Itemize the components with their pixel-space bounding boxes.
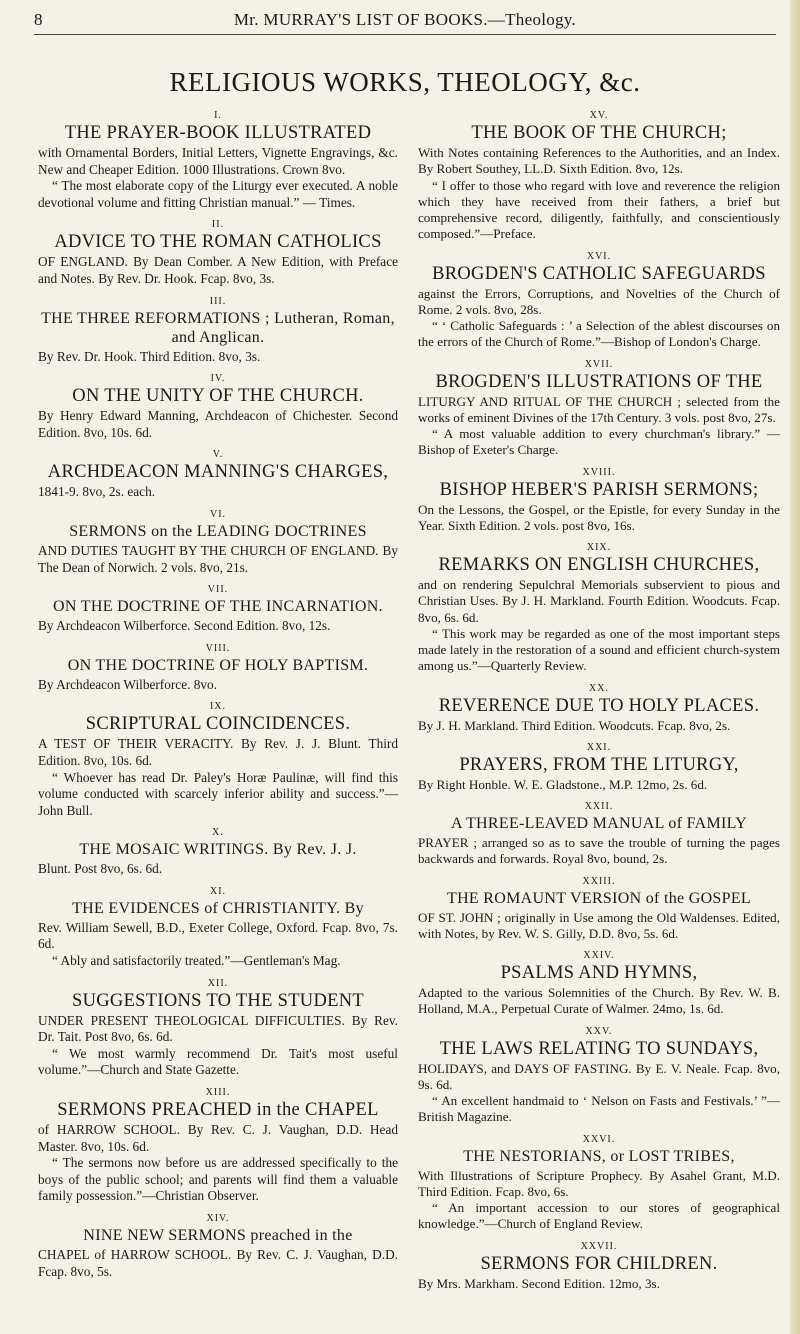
entry-number: XIX. — [586, 542, 612, 553]
entry-body: By J. H. Markland. Third Edition. Woodcuts. Fcap. 8vo, 2s. — [418, 717, 731, 733]
entry-title: REMARKS ON ENGLISH CHURCHES, — [438, 555, 760, 575]
entry-body: OF ENGLAND. By Dean Comber. A New Edition, with Preface and Notes. By Rev. Dr. Hook. Fcap. 8vo, 3s. — [38, 254, 398, 286]
entry-body: and on rendering Sepulchral Memorials subservient to pious and Christian Uses. By J. H. Markland. Fourth Edition. Woodcuts. Fcap. 8vo, 6s. 6d. — [418, 577, 780, 625]
entry-number: VIII. — [205, 642, 231, 654]
book-entry — [418, 359, 780, 459]
book-entry — [38, 978, 398, 1079]
book-entry — [38, 1213, 398, 1280]
entry-review-quote: “ An excellent handmaid to ‘ Nelson on Fasts and Festivals.’ ”—British Magazine. — [418, 1093, 780, 1125]
book-entry — [418, 742, 780, 793]
entry-title: THE ROMAUNT VERSION of the GOSPEL — [447, 889, 751, 907]
entry-body: By Right Honble. W. E. Gladstone., M.P. 12mo, 2s. 6d. — [418, 776, 708, 792]
entry-number: XXI. — [586, 741, 612, 753]
entry-review-quote: “ A most valuable addition to every churchman's library.” —Bishop of Exeter's Charge. — [418, 426, 780, 458]
entry-number: VI. — [209, 508, 227, 520]
book-entry — [418, 876, 780, 943]
entry-number: XIV. — [206, 1213, 230, 1224]
book-entry — [418, 683, 780, 734]
running-head — [34, 4, 776, 35]
entry-title: SERMONS PREACHED in the CHAPEL — [57, 1100, 379, 1121]
entry-number: XXV. — [585, 1025, 613, 1037]
entry-body: of HARROW SCHOOL. By Rev. C. J. Vaughan, D.D. Head Master. 8vo, 10s. 6d. — [38, 1122, 398, 1154]
book-entry — [418, 801, 780, 868]
book-entry — [38, 584, 398, 635]
entry-body: Rev. William Sewell, B.D., Exeter College, Oxford. Fcap. 8vo, 7s. 6d. — [38, 919, 398, 952]
entry-title: SERMONS FOR CHILDREN. — [480, 1253, 718, 1274]
entry-title: SUGGESTIONS TO THE STUDENT — [72, 990, 364, 1011]
entry-number: V. — [212, 449, 224, 461]
page-title: RELIGIOUS WORKS, THEOLOGY, &c. — [169, 67, 641, 97]
entry-number: XIII. — [205, 1087, 231, 1099]
book-entry — [418, 950, 780, 1018]
entry-number: IV. — [210, 373, 226, 385]
entry-title: THE BOOK OF THE CHURCH; — [471, 123, 727, 143]
entry-title: THE THREE REFORMATIONS ; Lutheran, Roman, and Anglican. — [41, 309, 395, 346]
entry-number: XI. — [209, 885, 227, 897]
entry-title: ARCHDEACON MANNING'S CHARGES, — [47, 462, 389, 483]
entry-number: IX. — [209, 701, 227, 713]
entry-number: XXII. — [584, 801, 614, 812]
right-column — [418, 110, 780, 1300]
book-entry — [38, 110, 398, 211]
entry-title: SCRIPTURAL COINCIDENCES. — [85, 714, 351, 735]
entry-body: With Illustrations of Scripture Prophecy. By Asahel Grant, M.D. Third Edition. Fcap. 8vo, 6s. — [418, 1167, 780, 1199]
entry-body: On the Lessons, the Gospel, or the Epistle, for every Sunday in the Year. Sixth Edition. 2 vols. post 8vo, 16s. — [418, 501, 780, 533]
entry-title: SERMONS on the LEADING DOCTRINES — [69, 522, 367, 540]
left-column — [38, 110, 398, 1288]
entry-body: 1841-9. 8vo, 2s. each. — [38, 484, 156, 500]
entry-body: Adapted to the various Solemnities of the Church. By Rev. W. B. Holland, M.A., Perpetual Curate of Walmer. 24mo, 1s. 6d. — [418, 985, 780, 1017]
entry-number: XVII. — [584, 358, 614, 370]
entry-body: CHAPEL of HARROW SCHOOL. By Rev. C. J. Vaughan, D.D. Fcap. 8vo, 5s. — [38, 1247, 398, 1279]
entry-number: XXVII. — [580, 1240, 618, 1252]
entry-body: By Henry Edward Manning, Archdeacon of Chichester. Second Edition. 8vo, 10s. 6d. — [38, 408, 398, 440]
entry-number: XXVI. — [582, 1133, 616, 1145]
entry-body: By Archdeacon Wilberforce. Second Edition. 8vo, 12s. — [38, 618, 331, 634]
entry-review-quote: “ I offer to those who regard with love and reverence the religion which they have received from their fathers, a brief but comprehensive record, diligently, faithfully, and conscientiously composed.”—Preface. — [418, 177, 780, 242]
entry-body: with Ornamental Borders, Initial Letters, Vignette Engravings, &c. New and Cheaper Edition. 1000 Illustrations. Crown 8vo. — [38, 145, 398, 177]
entry-body: By Rev. Dr. Hook. Third Edition. 8vo, 3s. — [38, 348, 261, 364]
entry-title: NINE NEW SERMONS preached in the — [83, 1227, 353, 1244]
entry-title: THE PRAYER-BOOK ILLUSTRATED — [64, 123, 372, 143]
entry-body: A TEST OF THEIR VERACITY. By Rev. J. J. Blunt. Third Edition. 8vo, 10s. 6d. — [38, 736, 398, 768]
entry-body: UNDER PRESENT THEOLOGICAL DIFFICULTIES. By Rev. Dr. Tait. Post 8vo, 6s. 6d. — [38, 1012, 398, 1045]
entry-title: A THREE-LEAVED MANUAL of FAMILY — [451, 815, 747, 832]
page-edge — [790, 0, 800, 1334]
book-entry — [38, 1087, 398, 1205]
entry-review-quote: “ An important accession to our stores of geographical knowledge.”—Church of England Review. — [418, 1200, 780, 1232]
entry-title: BISHOP HEBER'S PARISH SERMONS; — [439, 479, 759, 500]
entry-number: VII. — [207, 584, 229, 596]
book-entry — [38, 219, 398, 287]
entry-body: HOLIDAYS, and DAYS OF FASTING. By E. V. Neale. Fcap. 8vo, 9s. 6d. — [418, 1060, 780, 1092]
entry-body: Blunt. Post 8vo, 6s. 6d. — [38, 861, 163, 877]
entry-title: THE MOSAIC WRITINGS. By Rev. J. J. — [79, 841, 357, 859]
entry-title: REVERENCE DUE TO HOLY PLACES. — [438, 695, 760, 716]
entry-review-quote: “ This work may be regarded as one of the most important steps made lately in the restoration of a sound and efficient church-system among us.”—Quarterly Review. — [418, 625, 780, 674]
entry-body: With Notes containing References to the Authorities, and an Index. By Robert Southey, LL.D. Sixth Edition. 8vo, 12s. — [418, 145, 780, 177]
entry-body: By Archdeacon Wilberforce. 8vo. — [38, 676, 218, 692]
entry-number: II. — [211, 219, 225, 231]
book-entry — [38, 701, 398, 819]
entry-number: XX. — [589, 682, 609, 694]
book-entry — [418, 1241, 780, 1292]
entry-title: BROGDEN'S ILLUSTRATIONS OF THE — [435, 371, 763, 392]
entry-review-quote: “ ‘ Catholic Safeguards : ’ a Selection of the ablest discourses on the errors of the Church of Rome.”—Bishop of London's Charge. — [418, 318, 780, 350]
entry-title: BROGDEN'S CATHOLIC SAFEGUARDS — [432, 263, 766, 284]
entry-title: THE EVIDENCES of CHRISTIANITY. By — [72, 899, 364, 917]
entry-number: XV. — [589, 110, 609, 121]
entry-number: XXIII. — [582, 875, 616, 887]
entry-body: against the Errors, Corruptions, and Novelties of the Church of Rome. 2 vols. 8vo, 28s. — [418, 285, 780, 317]
entry-title: ADVICE TO THE ROMAN CATHOLICS — [54, 232, 382, 253]
entry-title: THE LAWS RELATING TO SUNDAYS, — [439, 1038, 759, 1059]
entry-review-quote: “ Ably and satisfactorily treated.”—Gentleman's Mag. — [52, 953, 341, 969]
entry-review-quote: “ We most warmly recommend Dr. Tait's most useful volume.”—Church and State Gazette. — [38, 1045, 398, 1078]
book-entry — [38, 373, 398, 441]
book-entry — [38, 509, 398, 576]
entry-number: XXIV. — [583, 950, 615, 961]
book-entry — [38, 449, 398, 501]
entry-body: OF ST. JOHN ; originally in Use among the Old Waldenses. Edited, with Notes, by Rev. W. S. Gilly, D.D. 8vo, 5s. 6d. — [418, 909, 780, 941]
book-entry — [418, 467, 780, 535]
book-entry — [38, 643, 398, 694]
entry-title: THE NESTORIANS, or LOST TRIBES, — [463, 1147, 735, 1165]
entry-title: ON THE UNITY OF THE CHURCH. — [72, 386, 364, 407]
book-entry — [38, 827, 398, 878]
book-entry — [38, 296, 398, 366]
entry-number: I. — [214, 110, 222, 121]
page-number: 8 — [34, 10, 43, 29]
entry-review-quote: “ Whoever has read Dr. Paley's Horæ Paulinæ, will find this volume conducted with scarcely inferior ability and success.”—John Bull. — [38, 769, 398, 818]
running-title: Mr. MURRAY'S LIST OF BOOKS.—Theology. — [233, 10, 577, 29]
book-entry — [418, 1134, 780, 1233]
entry-body: PRAYER ; arranged so as to save the trouble of turning the pages backwards and forwards. Royal 8vo, bound, 2s. — [418, 835, 780, 867]
entry-number: XVI. — [586, 250, 612, 262]
entry-title: ON THE DOCTRINE OF THE INCARNATION. — [53, 598, 383, 616]
book-entry — [418, 1026, 780, 1126]
entry-title: PSALMS AND HYMNS, — [500, 963, 698, 983]
book-entry — [418, 110, 780, 243]
book-entry — [418, 542, 780, 675]
entry-title: ON THE DOCTRINE OF HOLY BAPTISM. — [67, 656, 369, 674]
entry-body: LITURGY AND RITUAL OF THE CHURCH ; selected from the works of eminent Divines of the 17th Century. 3 vols. post 8vo, 27s. — [418, 393, 780, 425]
entry-body: By Mrs. Markham. Second Edition. 12mo, 3s. — [418, 1275, 660, 1291]
book-entry — [418, 251, 780, 351]
entry-number: X. — [212, 827, 224, 839]
entry-number: III. — [209, 295, 227, 307]
entry-body: AND DUTIES TAUGHT BY THE CHURCH OF ENGLAND. By The Dean of Norwich. 2 vols. 8vo, 21s. — [38, 542, 398, 575]
book-entry — [38, 886, 398, 970]
entry-number: XII. — [207, 977, 229, 989]
entry-review-quote: “ The most elaborate copy of the Liturgy ever executed. A noble devotional volume and fitting Christian manual.” — Times. — [38, 178, 398, 210]
entry-review-quote: “ The sermons now before us are addressed specifically to the boys of the public school; and parents will find them a valuable family possession.”—Christian Observer. — [38, 1155, 398, 1204]
entry-title: PRAYERS, FROM THE LITURGY, — [459, 754, 739, 775]
entry-number: XVIII. — [582, 466, 616, 478]
